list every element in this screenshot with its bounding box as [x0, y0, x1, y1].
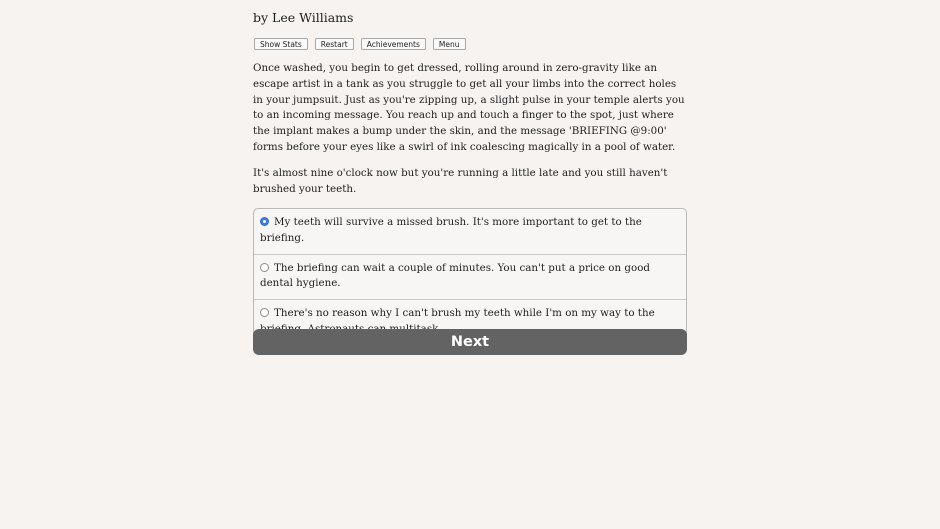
radio-button[interactable] [260, 217, 269, 226]
radio-button[interactable] [260, 263, 269, 272]
choice-label: There's no reason why I can't brush my teeth while I'm on my way to the [274, 307, 655, 320]
show-stats-button[interactable]: Show Stats [254, 38, 308, 50]
story-passage [253, 61, 687, 207]
choice-option-1[interactable] [254, 209, 686, 254]
story-paragraph: It's almost nine o'clock now but you're running a little late and you still haven't brushed your teeth. [253, 166, 668, 195]
achievements-button[interactable]: Achievements [361, 38, 426, 50]
story-paragraph: Once washed, you begin to get dressed, rolling around in zero-gravity like an escape artist in a tank as you struggle to get all your limbs into the correct holes in your jumpsuit. Just as you're zipping up, a slight pulse in your temple alerts you to an incoming message. You reach up and touch a finger to the spot, just where the implant makes a bump under the skin, and the message 'BRIEFING @9:00' forms before your eyes like a swirl of ink coalescing magically in a pool of water. [253, 62, 685, 153]
next-button[interactable]: Next [253, 329, 687, 355]
radio-button[interactable] [260, 308, 269, 317]
choice-list [253, 208, 687, 346]
choice-option-2[interactable] [254, 254, 686, 300]
choice-label: My teeth will survive a missed brush. It's more important to get to the briefing. [260, 216, 642, 244]
author-byline: by Lee Williams [253, 10, 354, 25]
choice-label: The briefing can wait a couple of minutes. You can't put a price on good dental hygiene. [260, 261, 650, 290]
restart-button[interactable]: Restart [315, 38, 354, 50]
menu-button[interactable]: Menu [433, 38, 466, 50]
toolbar [254, 38, 466, 50]
